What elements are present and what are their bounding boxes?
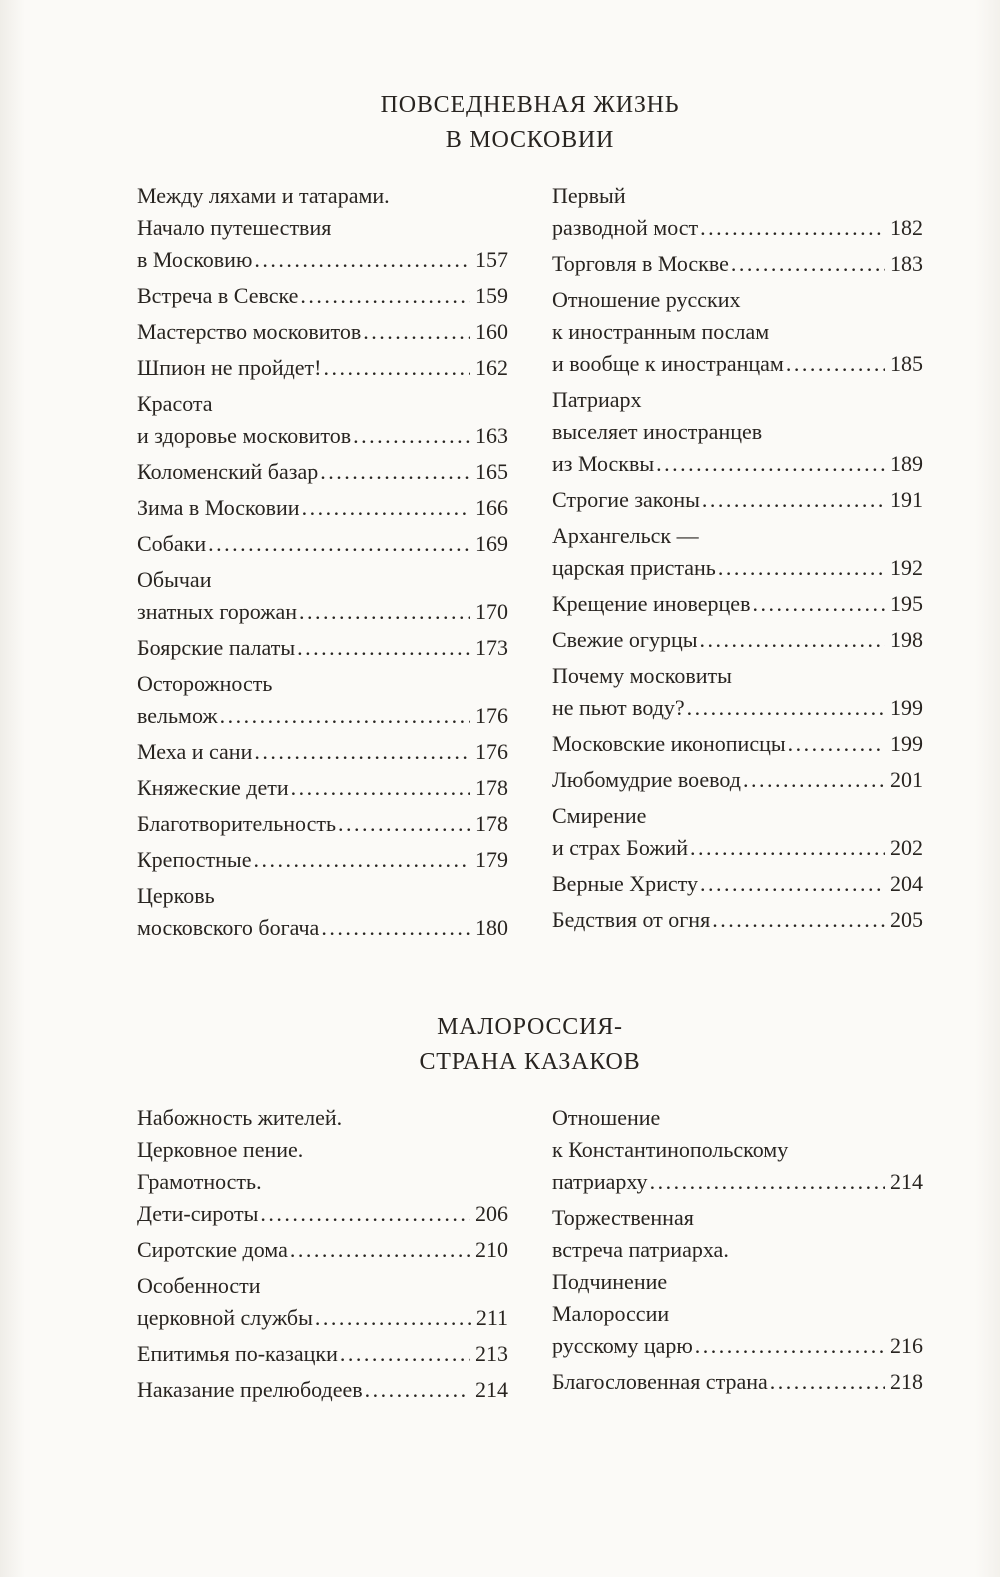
toc-entry-last-line: [552, 484, 923, 516]
toc-page-number: 191: [890, 487, 923, 512]
toc-entry-text-line: выселяет иностранцев: [552, 419, 763, 444]
toc-entry-text-line: к Константинопольскому: [552, 1137, 789, 1162]
toc-entry-label: Дети-сироты: [137, 1201, 259, 1226]
toc-entry-last-line: [552, 764, 923, 796]
toc-entry-last-line: [137, 700, 508, 732]
toc-entry-text-line: Подчинение: [552, 1269, 668, 1294]
toc-entry: [137, 352, 508, 384]
section-title-line: ПОВСЕДНЕВНАЯ ЖИЗНЬ: [380, 92, 680, 118]
toc-entry: [552, 868, 923, 900]
toc-entry-text-line: Особенности: [137, 1273, 261, 1298]
toc-entry: [552, 1102, 923, 1198]
toc-page-number: 176: [475, 739, 508, 764]
toc-entry-label: из Москвы: [552, 451, 655, 476]
toc-entry-text-line: встреча патриарха.: [552, 1237, 729, 1262]
toc-page-number: 166: [475, 495, 508, 520]
toc-entry: [137, 808, 508, 840]
toc-entry-label: Меха и сани: [137, 739, 253, 764]
dot-leader: [365, 1374, 470, 1406]
toc-section: [137, 88, 923, 948]
toc-page-number: 204: [890, 871, 923, 896]
toc-entry-label: Мастерство московитов: [137, 319, 362, 344]
toc-page-number: 195: [890, 591, 923, 616]
toc-page-number: 214: [890, 1169, 923, 1194]
toc-column: [552, 180, 923, 948]
toc-entry-text-line: Церковное пение.: [137, 1137, 304, 1162]
dot-leader: [290, 1234, 470, 1266]
toc-entry-text-line: Начало путешествия: [137, 215, 332, 240]
dot-leader: [315, 1302, 471, 1334]
toc-entry-last-line: [137, 1374, 508, 1406]
dot-leader: [770, 1366, 885, 1398]
toc-entry-last-line: [137, 280, 508, 312]
dot-leader: [700, 868, 885, 900]
toc-page-number: 201: [890, 767, 923, 792]
toc-entry-last-line: [552, 832, 923, 864]
toc-entry-label: Крепостные: [137, 847, 252, 872]
toc-entry-text-line: к иностранным послам: [552, 319, 770, 344]
toc-entry-label: Благотворительность: [137, 811, 337, 836]
toc-column: [137, 180, 508, 948]
dot-leader: [353, 420, 470, 452]
toc-columns: [137, 1102, 923, 1410]
toc-entry-label: Благословенная страна: [552, 1369, 768, 1394]
toc-entry: [137, 880, 508, 944]
toc-entry-text-line: Отношение русских: [552, 287, 741, 312]
dot-leader: [731, 248, 885, 280]
dot-leader: [788, 728, 885, 760]
toc-entry-last-line: [552, 588, 923, 620]
toc-entry: [137, 316, 508, 348]
toc-entry: [552, 904, 923, 936]
dot-leader: [690, 832, 885, 864]
toc-entry-last-line: [552, 248, 923, 280]
toc-entry-label: Крещение иноверцев: [552, 591, 751, 616]
toc-entry-label: и вообще к иностранцам: [552, 351, 784, 376]
toc-entry-text-line: Смирение: [552, 803, 647, 828]
toc-entry-last-line: [137, 492, 508, 524]
toc-entry: [137, 772, 508, 804]
toc-page-number: 210: [475, 1237, 508, 1262]
dot-leader: [300, 280, 470, 312]
toc-entry-text-line: Почему московиты: [552, 663, 732, 688]
dot-leader: [302, 492, 470, 524]
toc-entry: [137, 280, 508, 312]
dot-leader: [687, 692, 885, 724]
toc-entry-text-line: Набожность жителей.: [137, 1105, 343, 1130]
toc-entry-text-line: Архангельск —: [552, 523, 699, 548]
dot-leader: [208, 528, 470, 560]
toc-page-number: 199: [890, 695, 923, 720]
toc-entry-label: вельмож: [137, 703, 218, 728]
toc-entry: [137, 180, 508, 276]
toc-entry-text-line: Первый: [552, 183, 626, 208]
dot-leader: [650, 1166, 885, 1198]
toc-page-number: 179: [475, 847, 508, 872]
dot-leader: [297, 632, 470, 664]
dot-leader: [253, 844, 470, 876]
toc-entry: [137, 528, 508, 560]
toc-entry-last-line: [137, 844, 508, 876]
toc-entry-label: не пьют воду?: [552, 695, 685, 720]
toc-entry-last-line: [137, 632, 508, 664]
toc-entry: [552, 728, 923, 760]
toc-entry-text-line: Торжественная: [552, 1205, 694, 1230]
toc-entry: [552, 520, 923, 584]
toc-entry-last-line: [137, 244, 508, 276]
toc-page-number: 180: [475, 915, 508, 940]
toc-page-number: 173: [475, 635, 508, 660]
toc-entry: [137, 492, 508, 524]
toc-entry: [137, 1338, 508, 1370]
toc-entry-last-line: [552, 448, 923, 480]
toc-entry-text-line: Грамотность.: [137, 1169, 262, 1194]
toc-page-number: 157: [475, 247, 508, 272]
toc-entry-label: Любомудрие воевод: [552, 767, 741, 792]
toc-section: [137, 1010, 923, 1410]
toc-entry: [137, 564, 508, 628]
toc-entry-label: Встреча в Севске: [137, 283, 299, 308]
toc-page-number: 163: [475, 423, 508, 448]
toc-page-number: 178: [475, 811, 508, 836]
dot-leader: [695, 1330, 885, 1362]
toc-entry-last-line: [552, 868, 923, 900]
toc-page-number: 198: [890, 627, 923, 652]
toc-columns: [137, 180, 923, 948]
dot-leader: [363, 316, 470, 348]
toc-entry: [137, 456, 508, 488]
toc-page-number: 165: [475, 459, 508, 484]
dot-leader: [320, 456, 470, 488]
toc-entry: [552, 764, 923, 796]
dot-leader: [260, 1198, 470, 1230]
dot-leader: [700, 212, 885, 244]
toc-entry-text-line: Патриарх: [552, 387, 642, 412]
dot-leader: [786, 348, 885, 380]
dot-leader: [718, 552, 885, 584]
toc-page-number: 160: [475, 319, 508, 344]
toc-entry-label: Шпион не пройдет!: [137, 355, 322, 380]
toc-page-number: 162: [475, 355, 508, 380]
dot-leader: [712, 904, 885, 936]
toc-entry: [552, 384, 923, 480]
dot-leader: [702, 484, 885, 516]
toc-page-number: 199: [890, 731, 923, 756]
toc-entry-last-line: [137, 912, 508, 944]
dot-leader: [324, 352, 471, 384]
toc-page-number: 218: [890, 1369, 923, 1394]
toc-page-number: 213: [475, 1341, 508, 1366]
toc-entry-label: Московские иконописцы: [552, 731, 786, 756]
toc-entry-text-line: Красота: [137, 391, 213, 416]
toc-entry: [552, 588, 923, 620]
toc-entry-last-line: [137, 456, 508, 488]
toc-sections-container: [137, 88, 923, 1410]
toc-entry-text-line: Малороссии: [552, 1301, 670, 1326]
toc-entry-last-line: [552, 348, 923, 380]
toc-entry: [552, 248, 923, 280]
toc-entry-label: московского богача: [137, 915, 320, 940]
toc-entry-last-line: [137, 596, 508, 628]
toc-page-number: 192: [890, 555, 923, 580]
dot-leader: [743, 764, 885, 796]
toc-entry-label: разводной мост: [552, 215, 699, 240]
toc-page-number: 189: [890, 451, 923, 476]
toc-entry-last-line: [137, 420, 508, 452]
toc-entry: [137, 736, 508, 768]
toc-entry-last-line: [552, 1330, 923, 1362]
dot-leader: [340, 1338, 470, 1370]
section-title-line: В МОСКОВИИ: [445, 127, 615, 153]
dot-leader: [299, 596, 470, 628]
toc-entry-text-line: Отношение: [552, 1105, 661, 1130]
toc-page-number: 176: [475, 703, 508, 728]
toc-entry-last-line: [552, 728, 923, 760]
toc-entry: [137, 668, 508, 732]
toc-page-number: 214: [475, 1377, 508, 1402]
toc-entry-label: царская пристань: [552, 555, 716, 580]
dot-leader: [700, 624, 885, 656]
toc-entry-last-line: [137, 1198, 508, 1230]
toc-entry-last-line: [137, 1302, 508, 1334]
toc-entry-label: в Московию: [137, 247, 253, 272]
dot-leader: [254, 244, 470, 276]
dot-leader: [291, 772, 470, 804]
toc-entry-label: русскому царю: [552, 1333, 693, 1358]
toc-column: [137, 1102, 508, 1410]
toc-entry: [552, 180, 923, 244]
toc-column: [552, 1102, 923, 1410]
toc-entry-last-line: [137, 352, 508, 384]
section-title: [137, 88, 923, 158]
toc-entry-label: Собаки: [137, 531, 207, 556]
toc-entry-text-line: Церковь: [137, 883, 215, 908]
toc-entry-label: Наказание прелюбодеев: [137, 1377, 363, 1402]
toc-page-number: 169: [475, 531, 508, 556]
toc-entry-label: церковной службы: [137, 1305, 313, 1330]
toc-entry-last-line: [137, 316, 508, 348]
toc-entry-last-line: [552, 552, 923, 584]
toc-page-number: 216: [890, 1333, 923, 1358]
toc-entry-label: Епитимья по-казацки: [137, 1341, 338, 1366]
toc-entry: [137, 1234, 508, 1266]
dot-leader: [752, 588, 885, 620]
toc-entry-last-line: [552, 692, 923, 724]
toc-page-number: 159: [475, 283, 508, 308]
toc-entry-last-line: [552, 624, 923, 656]
toc-entry: [137, 1374, 508, 1406]
toc-entry-label: Княжеские дети: [137, 775, 289, 800]
toc-entry-label: знатных горожан: [137, 599, 297, 624]
toc-entry-last-line: [552, 212, 923, 244]
toc-entry: [552, 800, 923, 864]
section-title-line: МАЛОРОССИЯ-: [437, 1014, 623, 1040]
toc-page-number: 170: [475, 599, 508, 624]
toc-page-number: 205: [890, 907, 923, 932]
toc-entry-label: Строгие законы: [552, 487, 700, 512]
toc-entry: [552, 624, 923, 656]
toc-entry-last-line: [137, 808, 508, 840]
toc-entry-last-line: [137, 1234, 508, 1266]
dot-leader: [254, 736, 470, 768]
toc-page-number: 182: [890, 215, 923, 240]
toc-entry-label: Сиротские дома: [137, 1237, 288, 1262]
toc-page-number: 183: [890, 251, 923, 276]
toc-entry-text-line: Между ляхами и татарами.: [137, 183, 390, 208]
toc-entry-last-line: [552, 1366, 923, 1398]
dot-leader: [321, 912, 470, 944]
toc-entry-label: Боярские палаты: [137, 635, 296, 660]
toc-page-number: 202: [890, 835, 923, 860]
toc-entry-label: Бедствия от огня: [552, 907, 711, 932]
toc-entry-text-line: Обычаи: [137, 567, 212, 592]
toc-entry: [552, 484, 923, 516]
toc-entry-label: Свежие огурцы: [552, 627, 698, 652]
dot-leader: [656, 448, 885, 480]
toc-entry-last-line: [137, 528, 508, 560]
toc-entry-label: и страх Божий: [552, 835, 689, 860]
toc-entry: [137, 1102, 508, 1230]
toc-page-number: 206: [475, 1201, 508, 1226]
toc-entry-label: патриарху: [552, 1169, 648, 1194]
section-title-line: СТРАНА КАЗАКОВ: [419, 1049, 641, 1075]
toc-entry-last-line: [137, 736, 508, 768]
toc-entry-label: Верные Христу: [552, 871, 699, 896]
dot-leader: [220, 700, 470, 732]
dot-leader: [338, 808, 470, 840]
toc-entry-last-line: [552, 1166, 923, 1198]
section-title: [137, 1010, 923, 1080]
toc-entry: [552, 284, 923, 380]
toc-entry: [137, 844, 508, 876]
toc-entry-label: Коломенский базар: [137, 459, 319, 484]
toc-entry-text-line: Осторожность: [137, 671, 273, 696]
toc-page-number: 211: [475, 1305, 508, 1330]
toc-entry-label: Зима в Московии: [137, 495, 300, 520]
toc-entry-last-line: [137, 772, 508, 804]
toc-entry: [137, 632, 508, 664]
toc-page-number: 185: [890, 351, 923, 376]
toc-entry: [552, 1366, 923, 1398]
toc-entry-last-line: [137, 1338, 508, 1370]
toc-entry: [552, 660, 923, 724]
toc-entry-label: Торговля в Москве: [552, 251, 729, 276]
toc-entry-last-line: [552, 904, 923, 936]
toc-entry: [137, 1270, 508, 1334]
toc-entry-label: и здоровье московитов: [137, 423, 352, 448]
toc-entry: [552, 1202, 923, 1362]
toc-page-number: 178: [475, 775, 508, 800]
toc-entry: [137, 388, 508, 452]
